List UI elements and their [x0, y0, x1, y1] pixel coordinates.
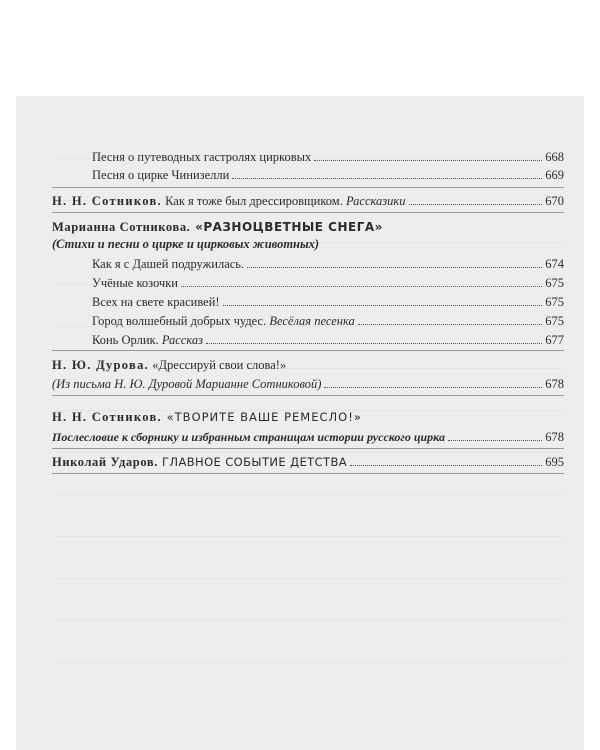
toc-entry: [92, 167, 564, 183]
page-number: 695: [545, 455, 564, 469]
entry-genre: Рассказики: [345, 194, 406, 208]
entry-author: Марианна Сотникова.: [52, 220, 191, 234]
toc-entry-subtitle: [52, 236, 564, 252]
entry-title: «РАЗНОЦВЕТНЫЕ СНЕГА»: [190, 220, 383, 234]
toc-entry: [92, 332, 564, 348]
section-divider: [52, 350, 564, 351]
dot-leader: [314, 160, 542, 161]
entry-subtitle: (Из письма Н. Ю. Дуровой Марианне Сотниковой): [52, 377, 322, 391]
page-number: 675: [545, 314, 564, 328]
dot-leader: [206, 343, 542, 344]
entry-title: ГЛАВНОЕ СОБЫТИЕ ДЕТСТВА: [157, 455, 347, 469]
toc-entry: [92, 256, 564, 272]
page-number: 674: [545, 257, 564, 271]
entry-title: Песня о цирке Чинизелли: [92, 168, 230, 182]
entry-title: Как я с Дашей подружилась.: [92, 257, 245, 271]
page-number: 675: [545, 276, 564, 290]
section-divider: [52, 395, 564, 396]
table-of-contents: [16, 96, 584, 750]
toc-entry: [52, 193, 564, 209]
toc-entry: [92, 275, 564, 291]
toc-entry-subtitle: [52, 376, 564, 392]
toc-entry: [52, 219, 564, 235]
entry-author: Н. Н. Сотников.: [52, 410, 162, 424]
toc-entry: [92, 149, 564, 165]
entry-title: Конь Орлик.: [92, 333, 162, 347]
section-divider: [52, 448, 564, 449]
toc-entry: [52, 357, 564, 373]
entry-subtitle: (Стихи и песни о цирке и цирковых животных): [52, 237, 320, 251]
entry-genre: Рассказ: [161, 333, 204, 347]
toc-entry: [52, 454, 564, 470]
entry-title: «Дрессируй свои слова!»: [149, 358, 287, 372]
entry-author: Николай Ударов.: [52, 455, 158, 469]
dot-leader: [247, 267, 542, 268]
entry-title: Песня о путеводных гастролях цирковых: [92, 150, 312, 164]
page-number: 670: [545, 194, 564, 208]
entry-title: Учёные козочки: [92, 276, 178, 290]
dot-leader: [409, 204, 543, 205]
page-number: 678: [545, 430, 564, 444]
dot-leader: [350, 465, 542, 466]
section-divider: [52, 473, 564, 474]
entry-author: Н. Н. Сотников.: [52, 194, 162, 208]
entry-title: Город волшебный добрых чудес.: [92, 314, 270, 328]
toc-entry-subtitle: [52, 429, 564, 445]
entry-author: Н. Ю. Дурова.: [52, 358, 150, 372]
section-divider: [52, 187, 564, 188]
page-number: 678: [545, 377, 564, 391]
entry-title: «ТВОРИТЕ ВАШЕ РЕМЕСЛО!»: [161, 410, 362, 424]
toc-entry: [92, 294, 564, 310]
page-number: 677: [545, 333, 564, 347]
dot-leader: [223, 305, 543, 306]
book-page: [16, 96, 584, 750]
section-divider: [52, 212, 564, 213]
entry-title: Всех на свете красивей!: [92, 295, 220, 309]
entry-title: Как я тоже был дрессировщиком.: [161, 194, 346, 208]
dot-leader: [324, 387, 542, 388]
dot-leader: [181, 286, 542, 287]
toc-entry: [92, 313, 564, 329]
dot-leader: [358, 324, 542, 325]
page-number: 675: [545, 295, 564, 309]
dot-leader: [448, 440, 542, 441]
page-number: 668: [545, 150, 564, 164]
entry-genre: Весёлая песенка: [269, 314, 355, 328]
page-number: 669: [545, 168, 564, 182]
dot-leader: [232, 178, 542, 179]
toc-entry: [52, 409, 564, 425]
entry-subtitle: Послесловие к сборнику и избранным страницам истории русского цирка: [52, 430, 445, 444]
